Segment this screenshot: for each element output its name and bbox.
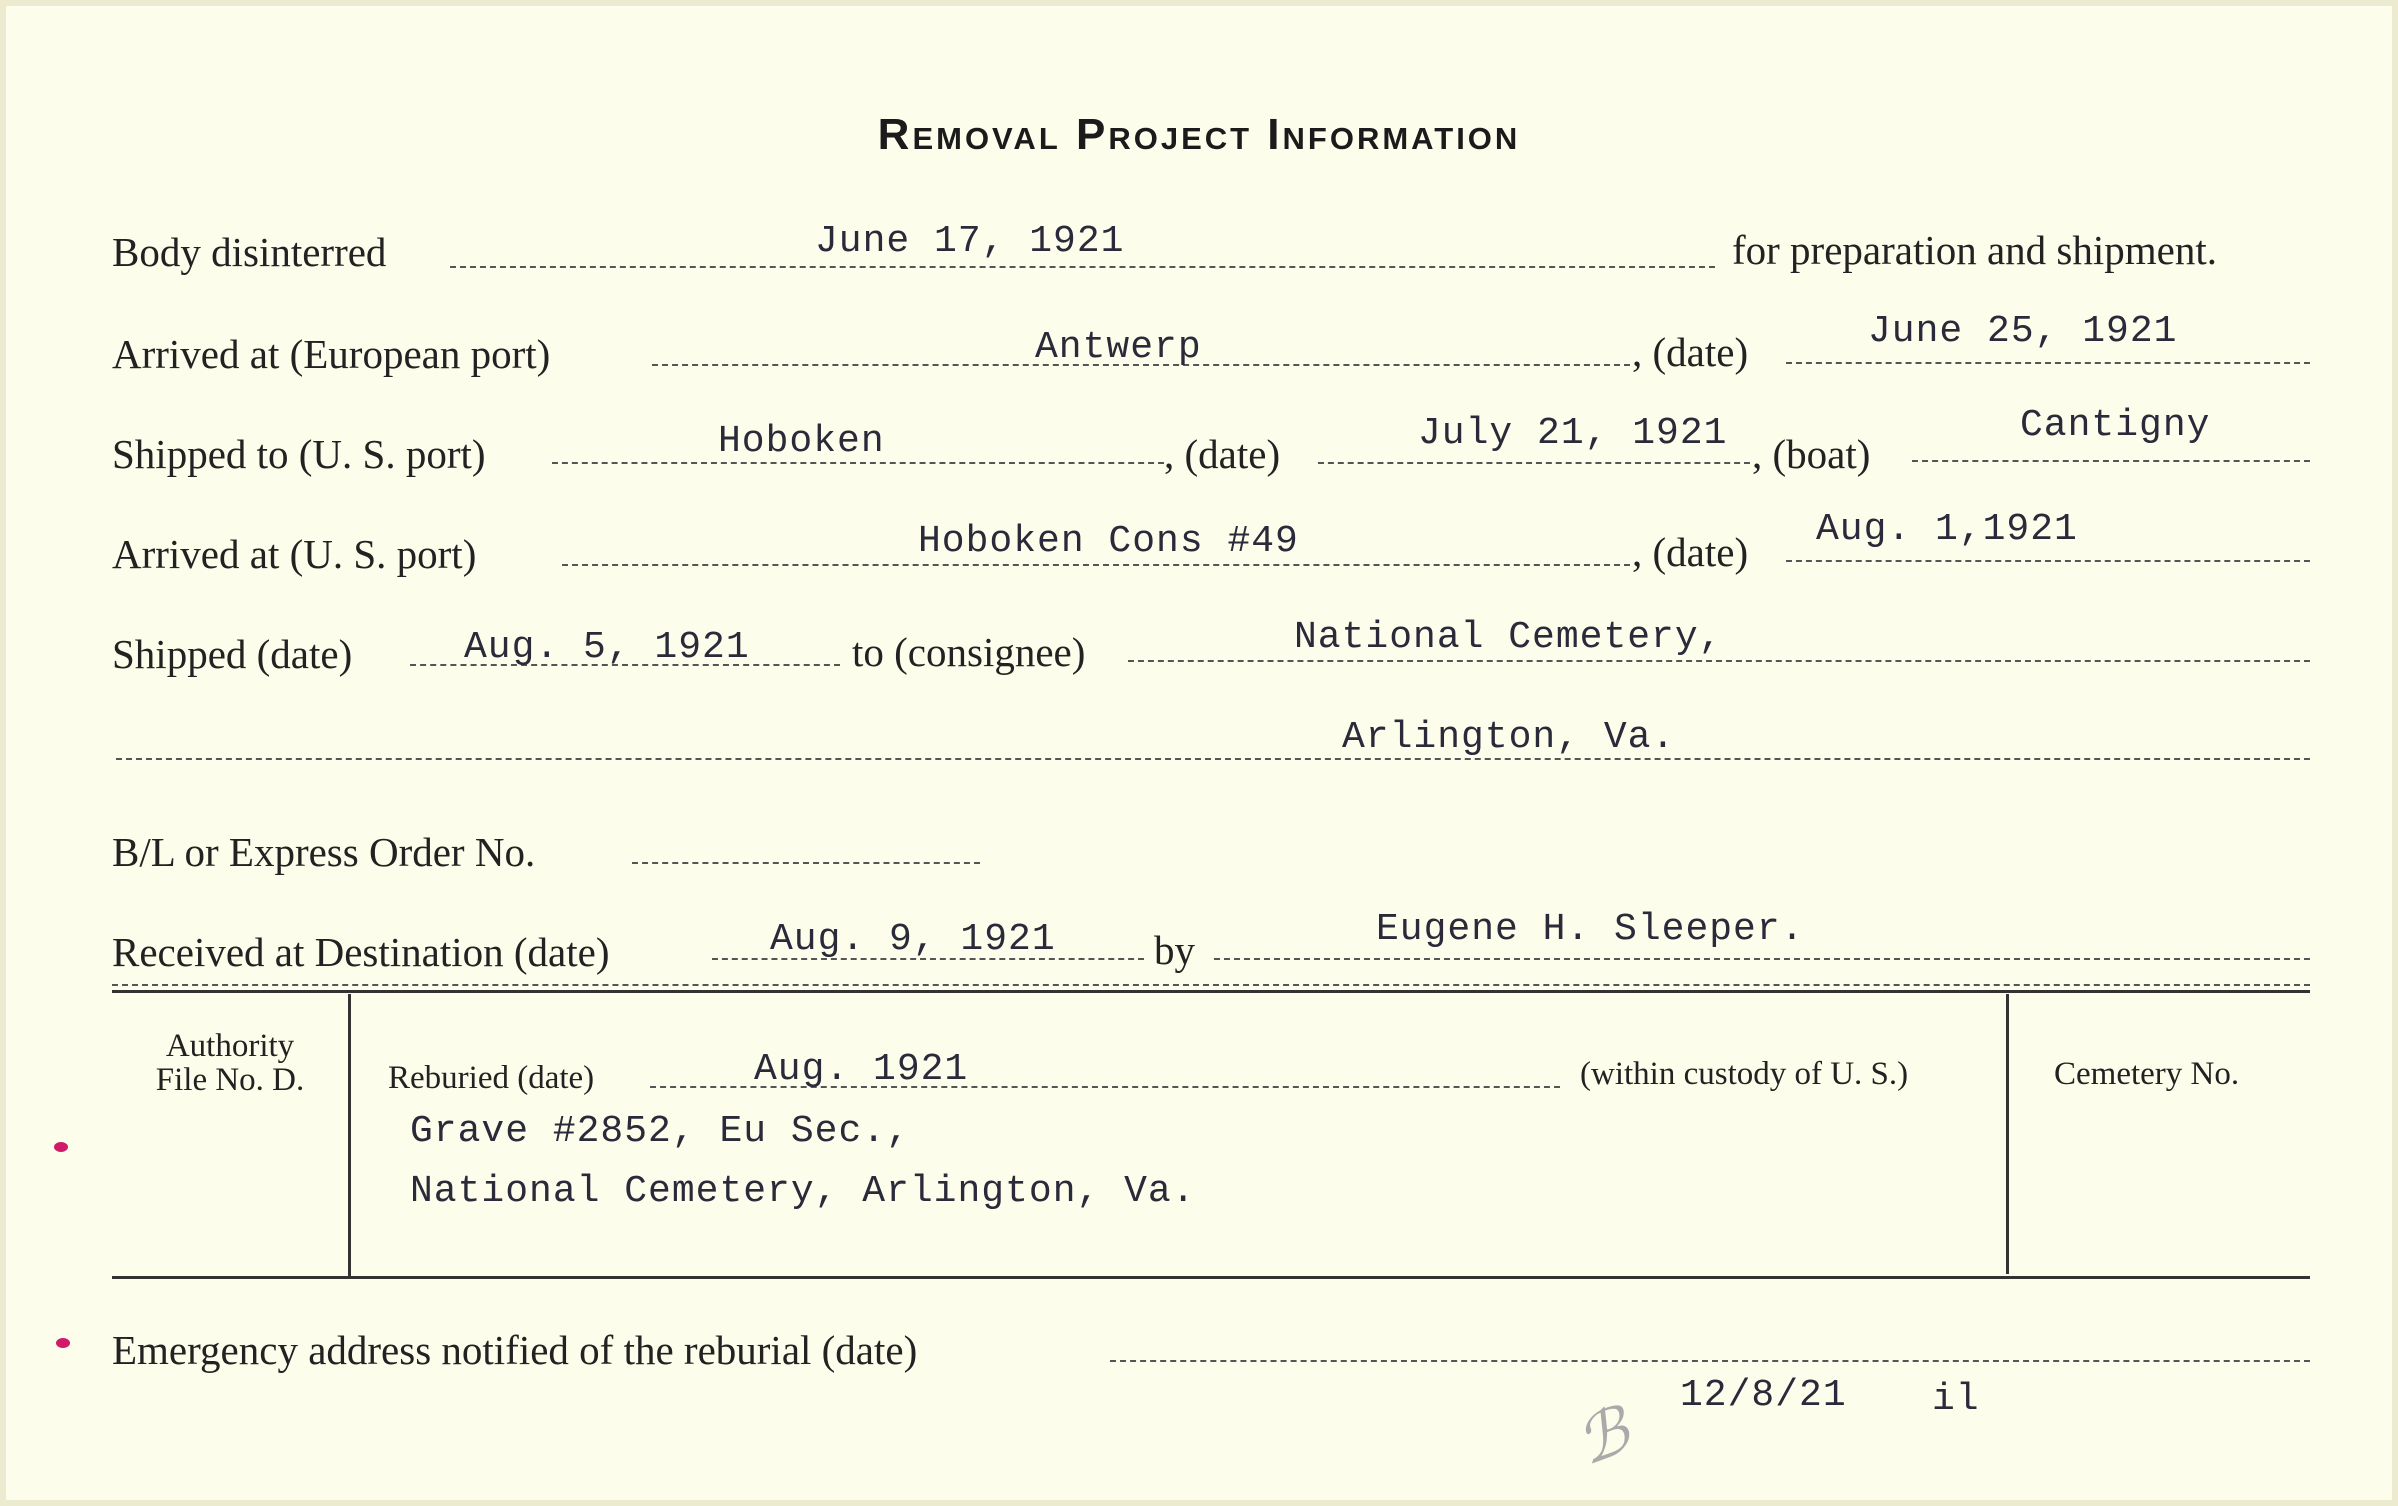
value-consignee-line2: Arlington, Va. (1342, 716, 1676, 759)
label-cemetery-no: Cemetery No. (2054, 1056, 2240, 1092)
value-us-port: Hoboken (718, 420, 885, 463)
box-divider-right (2006, 994, 2009, 1274)
pencil-scribble-mark: ℬ (1566, 1393, 1640, 1481)
label-preparation-shipment: for preparation and shipment. (1732, 227, 2218, 273)
value-grave-line2: National Cemetery, Arlington, Va. (410, 1170, 1196, 1213)
value-grave-line1: Grave #2852, Eu Sec., (410, 1110, 910, 1153)
box-bottom-border (112, 1276, 2310, 1279)
label-boat: , (boat) (1752, 431, 1871, 477)
box-top-rule (112, 984, 2310, 986)
label-by: by (1154, 927, 1195, 973)
label-arrived-european-port: Arrived at (European port) (112, 331, 551, 377)
label-bl-express-order: B/L or Express Order No. (112, 829, 536, 875)
field-line (632, 862, 980, 864)
field-line (1214, 958, 2310, 960)
field-line (562, 564, 1630, 566)
field-line (1912, 460, 2310, 462)
value-european-port: Antwerp (1035, 326, 1202, 369)
value-received-date: Aug. 9, 1921 (770, 918, 1056, 961)
box-top-border (112, 990, 2310, 993)
box-divider-left (348, 994, 351, 1276)
label-emergency-address: Emergency address notified of the reburial (date) (112, 1327, 918, 1373)
value-disinterred-date: June 17, 1921 (815, 220, 1125, 263)
label-date: , (date) (1632, 529, 1749, 575)
value-consignee-line1: National Cemetery, (1294, 616, 1723, 659)
value-boat: Cantigny (2020, 404, 2211, 447)
label-arrived-us-port: Arrived at (U. S. port) (112, 531, 477, 577)
label-shipped-us-port: Shipped to (U. S. port) (112, 431, 486, 477)
pink-ink-mark (56, 1338, 70, 1348)
field-line (1786, 560, 2310, 562)
value-shipped-consignee-date: Aug. 5, 1921 (464, 626, 750, 669)
value-arrived-us-date: Aug. 1,1921 (1816, 508, 2078, 551)
label-custody: (within custody of U. S.) (1580, 1056, 1909, 1092)
field-line (116, 758, 2310, 760)
label-received-destination: Received at Destination (date) (112, 929, 610, 975)
label-body-disinterred: Body disinterred (112, 229, 387, 275)
pink-ink-mark (54, 1142, 68, 1152)
label-reburied-date: Reburied (date) (388, 1060, 595, 1096)
value-received-by: Eugene H. Sleeper. (1376, 908, 1805, 951)
value-arrived-us-port: Hoboken Cons #49 (918, 520, 1299, 563)
field-line (1786, 362, 2310, 364)
value-emergency-date: 12/8/21 (1680, 1374, 1847, 1417)
field-line (1128, 660, 2310, 662)
field-line (450, 266, 1715, 268)
field-line (1318, 462, 1750, 464)
label-authority: Authority (165, 1028, 295, 1064)
label-date: , (date) (1632, 329, 1749, 375)
value-reburied-date: Aug. 1921 (754, 1048, 969, 1091)
form-title: Removal Project Information (877, 110, 1521, 159)
field-line (1110, 1360, 2310, 1362)
label-to-consignee: to (consignee) (852, 629, 1086, 675)
label-shipped-date: Shipped (date) (112, 631, 353, 677)
value-initials: il (1932, 1378, 1980, 1421)
label-file-no: File No. D. (155, 1062, 305, 1098)
value-shipped-date: July 21, 1921 (1418, 412, 1728, 455)
value-european-arrival-date: June 25, 1921 (1868, 310, 2178, 353)
label-date: , (date) (1164, 431, 1281, 477)
